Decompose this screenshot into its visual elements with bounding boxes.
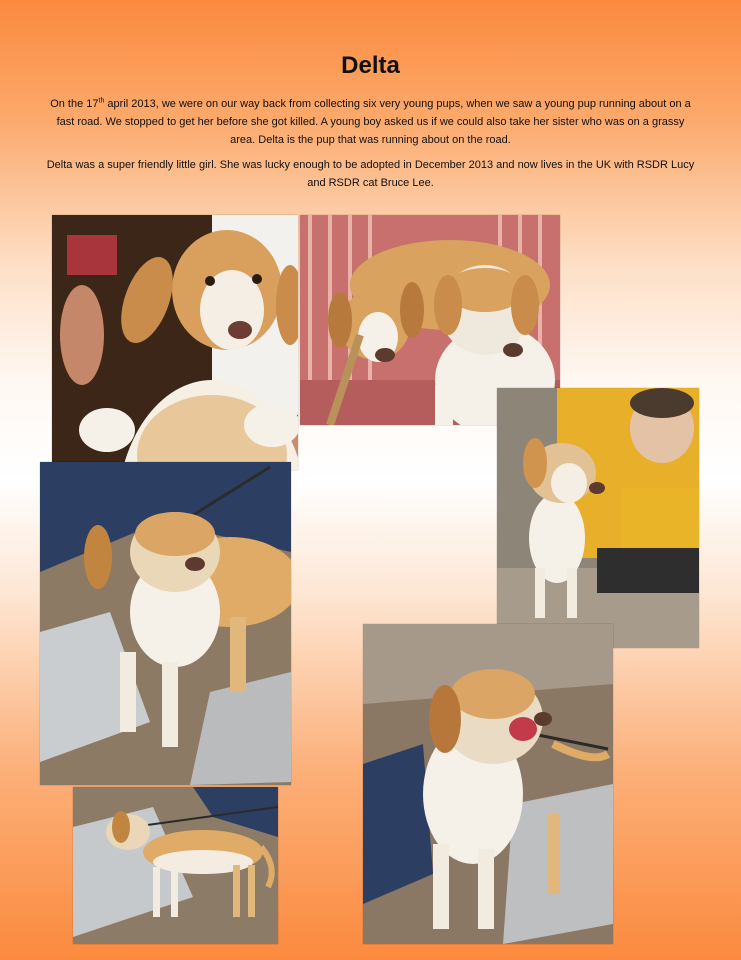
photo-image [40, 462, 291, 785]
story-paragraph-1 [44, 95, 697, 149]
photo-dog-with-man [497, 388, 699, 648]
photo-image [73, 787, 278, 944]
photo-image [497, 388, 699, 648]
paragraph-text: april 2013, we were on our way back from collecting six very young pups, when we saw a young pup running about on a fast road. We stopped to get her before she got killed. A young boy asked us if we could also take her sister who was on a grassy area. Delta is the pup that was running about on the road. [56, 98, 691, 146]
photo-dog-on-leash-right [363, 624, 613, 944]
photo-puppy-held [52, 215, 298, 470]
photo-image [52, 215, 298, 470]
photo-image [363, 624, 613, 944]
photo-dog-standing-small [73, 787, 278, 944]
paragraph-text: On the 17 [50, 98, 99, 110]
story-paragraph-2: Delta was a super friendly little girl. She was lucky enough to be adopted in December 2013 and now lives in the UK with RSDR Lucy and RSDR cat Bruce Lee. [46, 159, 695, 189]
photo-dog-on-leash-left [40, 462, 291, 785]
page-title: Delta [341, 52, 400, 79]
ordinal-suffix: th [98, 97, 105, 105]
